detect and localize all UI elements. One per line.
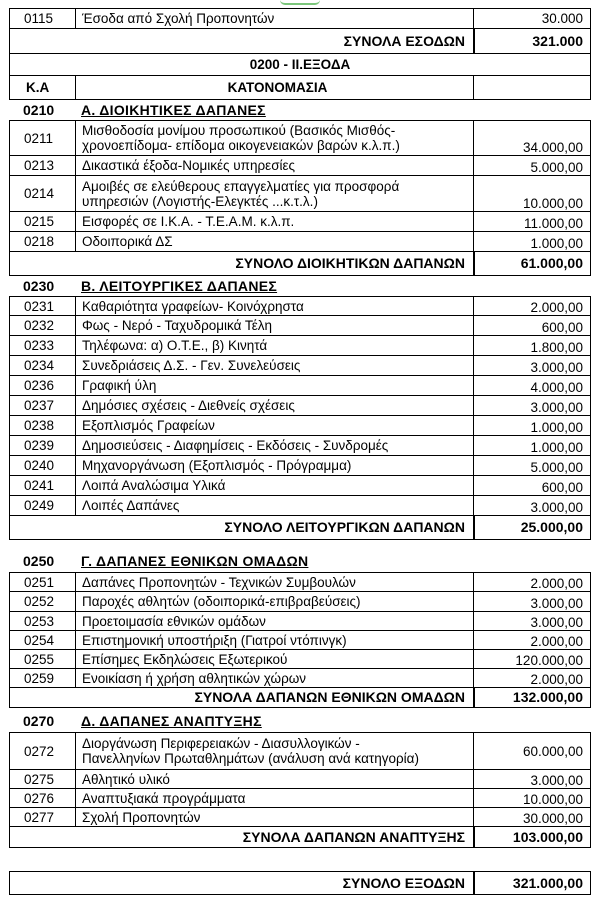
row-name [76, 396, 474, 415]
row-name-line: Γραφική ύλη [82, 378, 157, 393]
row-code: 0234 [10, 356, 76, 375]
table-row [9, 156, 591, 176]
row-code: 0255 [10, 650, 76, 668]
table-row [9, 176, 591, 212]
top-decoration [280, 0, 320, 5]
section-heading [9, 551, 591, 571]
row-name-line: Ενοικίαση ή χρήση αθλητικών χώρων [82, 670, 307, 686]
row-code: 0276 [10, 789, 76, 807]
section-heading [9, 100, 591, 120]
row-amount: 34.000,00 [522, 140, 583, 155]
section-total-amount: 103.000,00 [474, 827, 590, 847]
table-row [9, 631, 591, 650]
row-name-line: Λοιπές Δαπάνες [82, 498, 180, 513]
row-name [76, 436, 474, 455]
row-name: Έσοδα από Σχολή Προπονητών [76, 9, 474, 28]
row-code: 0277 [10, 808, 76, 826]
section-title: Γ. ΔΑΠΑΝΕΣ ΕΘΝΙΚΩΝ ΟΜΑΔΩΝ [81, 553, 309, 569]
row-amount: 5.000,00 [530, 160, 583, 175]
row-name [76, 456, 474, 475]
row-name-line: Αθλητικό υλικό [82, 771, 170, 787]
row-name-line: Μηχανοργάνωση (Εξοπλισμός - Πρόγραμμα) [82, 458, 352, 473]
table-row [9, 496, 591, 516]
row-amount: 30.000 [541, 11, 583, 26]
row-name-line: Μισθοδοσία μονίμου προσωπικού (Βασικός Μισθός- [82, 123, 396, 138]
row-amount: 1.000,00 [530, 440, 583, 455]
row-amount: 3.000,00 [530, 773, 583, 788]
row-name-line: Φως - Νερό - Ταχυδρομικά Τέλη [82, 318, 272, 333]
row-name-line: Εισφορές σε Ι.Κ.Α. - Τ.Ε.Α.Μ. κ.λ.π. [82, 214, 295, 229]
row-code: 0249 [10, 496, 76, 515]
table-row [9, 476, 591, 496]
expenses-header: 0200 - ΙΙ.ΕΞΟΔΑ [9, 54, 591, 76]
row-code: 0239 [10, 436, 76, 455]
row-code: 0115 [10, 9, 76, 28]
row-amount: 2.000,00 [530, 634, 583, 649]
table-row [9, 376, 591, 396]
section-total-label: ΣΥΝΟΛΟ ΔΙΟΙΚΗΤΙΚΩΝ ΔΑΠΑΝΩΝ [76, 252, 474, 275]
row-name [76, 733, 474, 769]
row-name-line: Παροχές αθλητών (οδοιπορικά-επιβραβεύσεις) [82, 594, 361, 609]
section-total-label: ΣΥΝΟΛΑ ΔΑΠΑΝΩΝ ΕΘΝΙΚΩΝ ΟΜΑΔΩΝ [76, 688, 474, 707]
row-name [76, 356, 474, 375]
row-code: 0214 [10, 176, 76, 211]
row-name-line-2: χρονοεπίδομα- επίδομα οικογενειακών βαρών κ.λ.π.) [82, 138, 400, 153]
row-name [76, 156, 474, 175]
row-name-line: Επιστημονική υποστήριξη (Γιατροί ντόπινγκ) [82, 632, 347, 648]
row-code: 0218 [10, 232, 76, 251]
row-amount: 2.000,00 [530, 672, 583, 687]
section-code: 0250 [23, 553, 55, 569]
table-row [9, 592, 591, 612]
row-amount: 3.000,00 [530, 360, 583, 375]
row-name-line: Δημοσιεύσεις - Διαφημίσεις - Εκδόσεις - Συνδρομές [82, 438, 389, 453]
row-amount: 3.000,00 [530, 500, 583, 515]
row-name [76, 232, 474, 251]
row-name-line: Καθαριότητα γραφείων- Κοινόχρηστα [82, 298, 304, 314]
row-name [76, 316, 474, 335]
row-code: 0252 [10, 592, 76, 611]
table-row [9, 770, 591, 789]
row-code: 0236 [10, 376, 76, 395]
table-row [9, 436, 591, 456]
section-code: 0230 [23, 278, 55, 294]
row-name-line: Επίσημες Εκδηλώσεις Εξωτερικού [82, 651, 288, 667]
column-code: Κ.Α [10, 76, 76, 99]
section-total-row [9, 827, 591, 848]
row-name-line: Σχολή Προπονητών [82, 809, 201, 825]
row-name-line-2: υπηρεσιών (Λογιστής-Ελεγκτές ...κ.τ.λ.) [82, 193, 318, 209]
table-row [9, 396, 591, 416]
row-name [76, 650, 474, 668]
row-amount: 60.000,00 [522, 743, 583, 759]
row-name [76, 808, 474, 826]
row-name [76, 336, 474, 355]
row-name [76, 376, 474, 395]
row-code: 0272 [10, 733, 76, 769]
row-name [76, 496, 474, 515]
table-row [9, 232, 591, 252]
row-code: 0241 [10, 476, 76, 495]
row-amount: 600,00 [541, 480, 583, 495]
row-amount: 1.800,00 [530, 340, 583, 355]
row-code: 0213 [10, 156, 76, 175]
table-row [9, 356, 591, 376]
row-code: 0231 [10, 297, 76, 315]
row-amount: 2.000,00 [530, 576, 583, 591]
row-name [76, 416, 474, 435]
section-total-row [9, 688, 591, 708]
table-row [9, 612, 591, 631]
section-total-label: ΣΥΝΟΛΟ ΛΕΙΤΟΥΡΓΙΚΩΝ ΔΑΠΑΝΩΝ [76, 516, 474, 539]
row-name [76, 176, 474, 211]
row-amount: 11.000,00 [523, 216, 583, 231]
column-header-row [9, 76, 591, 100]
row-name [76, 789, 474, 807]
table-row [9, 669, 591, 688]
row-name-line: Δημόσιες σχέσεις - Διεθνείς σχέσεις [82, 398, 295, 413]
table-row [9, 212, 591, 232]
row-amount: 3.000,00 [530, 596, 583, 611]
row-amount: 2.000,00 [530, 300, 583, 315]
row-amount: 3.000,00 [530, 615, 583, 630]
row-code: 0253 [10, 612, 76, 630]
grand-total-amount: 321.000,00 [474, 872, 590, 894]
section-title: Δ. ΔΑΠΑΝΕΣ ΑΝΑΠΤΥΞΗΣ [81, 713, 262, 729]
row-name-line: Οδοιπορικά ΔΣ [82, 234, 173, 249]
table-row [9, 456, 591, 476]
row-code: 0232 [10, 316, 76, 335]
income-total-amount: 321.000 [474, 29, 590, 53]
income-total-row [9, 29, 591, 54]
section-total-label: ΣΥΝΟΛΑ ΔΑΠΑΝΩΝ ΑΝΑΠΤΥΞΗΣ [76, 827, 474, 847]
table-row [9, 789, 591, 808]
table-row [9, 120, 591, 156]
row-amount: 1.000,00 [530, 420, 583, 435]
row-code: 0215 [10, 212, 76, 231]
grand-total-row [9, 871, 591, 895]
section-code: 0270 [23, 713, 55, 729]
table-row [9, 8, 591, 29]
row-name [76, 121, 474, 155]
section-title: Β. ΛΕΙΤΟΥΡΓΙΚΕΣ ΔΑΠΑΝΕΣ [81, 278, 278, 294]
section-heading [9, 711, 591, 731]
row-name-line: Προετοιμασία εθνικών ομάδων [82, 613, 266, 629]
section-code: 0210 [23, 102, 55, 118]
row-code: 0275 [10, 770, 76, 788]
row-amount: 4.000,00 [530, 380, 583, 395]
row-name [76, 212, 474, 231]
row-amount: 30.000,00 [522, 811, 583, 826]
row-code: 0233 [10, 336, 76, 355]
section-title: Α. ΔΙΟΙΚΗΤΙΚΕΣ ΔΑΠΑΝΕΣ [81, 102, 266, 118]
row-name-line: Δικαστικά έξοδα-Νομικές υπηρεσίες [82, 158, 296, 173]
row-code: 0251 [10, 573, 76, 591]
section-total-amount: 25.000,00 [474, 516, 590, 539]
row-name-line: Τηλέφωνα: α) Ο.Τ.Ε., β) Κινητά [82, 338, 268, 353]
row-name-line: Εξοπλισμός Γραφείων [82, 418, 215, 433]
table-row [9, 732, 591, 770]
row-amount: 120.000,00 [515, 653, 583, 668]
row-name-line: Δαπάνες Προπονητών - Τεχνικών Συμβουλών [82, 574, 356, 590]
income-total-label: ΣΥΝΟΛΑ ΕΣΟΔΩΝ [76, 29, 474, 53]
section-heading [9, 276, 591, 296]
row-code: 0259 [10, 669, 76, 687]
column-name: ΚΑΤΟΝΟΜΑΣΙΑ [76, 76, 474, 99]
table-row [9, 572, 591, 592]
section-total-row [9, 516, 591, 540]
table-row [9, 316, 591, 336]
section-total-row [9, 252, 591, 276]
row-name [76, 573, 474, 591]
row-name [76, 297, 474, 315]
row-name-line: Διοργάνωση Περιφερειακών - Διασυλλογικών - [82, 736, 360, 751]
row-amount: 600,00 [541, 320, 583, 335]
row-name-line: Αμοιβές σε ελεύθερους επαγγελματίες για προσφορά [82, 178, 400, 194]
section-total-amount: 61.000,00 [474, 252, 590, 275]
row-name-line-2: Πανελληνίων Πρωταθλημάτων (ανάλυση ανά κατηγορία) [82, 751, 419, 766]
row-code: 0237 [10, 396, 76, 415]
row-code: 0211 [10, 121, 76, 155]
row-name-line: Συνεδριάσεις Δ.Σ. - Γεν. Συνελεύσεις [82, 358, 301, 373]
row-name [76, 612, 474, 630]
row-name-line: Αναπτυξιακά προγράμματα [82, 790, 246, 806]
row-name [76, 592, 474, 611]
row-code: 0254 [10, 631, 76, 649]
row-code: 0240 [10, 456, 76, 475]
row-name [76, 669, 474, 687]
row-name [76, 476, 474, 495]
table-row [9, 336, 591, 356]
row-name [76, 770, 474, 788]
row-amount: 10.000,00 [522, 792, 583, 807]
table-row [9, 650, 591, 669]
table-row [9, 808, 591, 827]
row-amount: 5.000,00 [530, 460, 583, 475]
table-row [9, 296, 591, 316]
row-name [76, 631, 474, 649]
row-code: 0238 [10, 416, 76, 435]
section-total-amount: 132.000,00 [474, 688, 590, 707]
row-name-line: Λοιπά Αναλώσιμα Υλικά [82, 478, 226, 493]
row-amount: 10.000,00 [522, 196, 583, 211]
grand-total-label: ΣΥΝΟΛΟ ΕΞΟΔΩΝ [76, 872, 474, 894]
row-amount: 3.000,00 [530, 400, 583, 415]
table-row [9, 416, 591, 436]
row-amount: 1.000,00 [530, 236, 583, 251]
